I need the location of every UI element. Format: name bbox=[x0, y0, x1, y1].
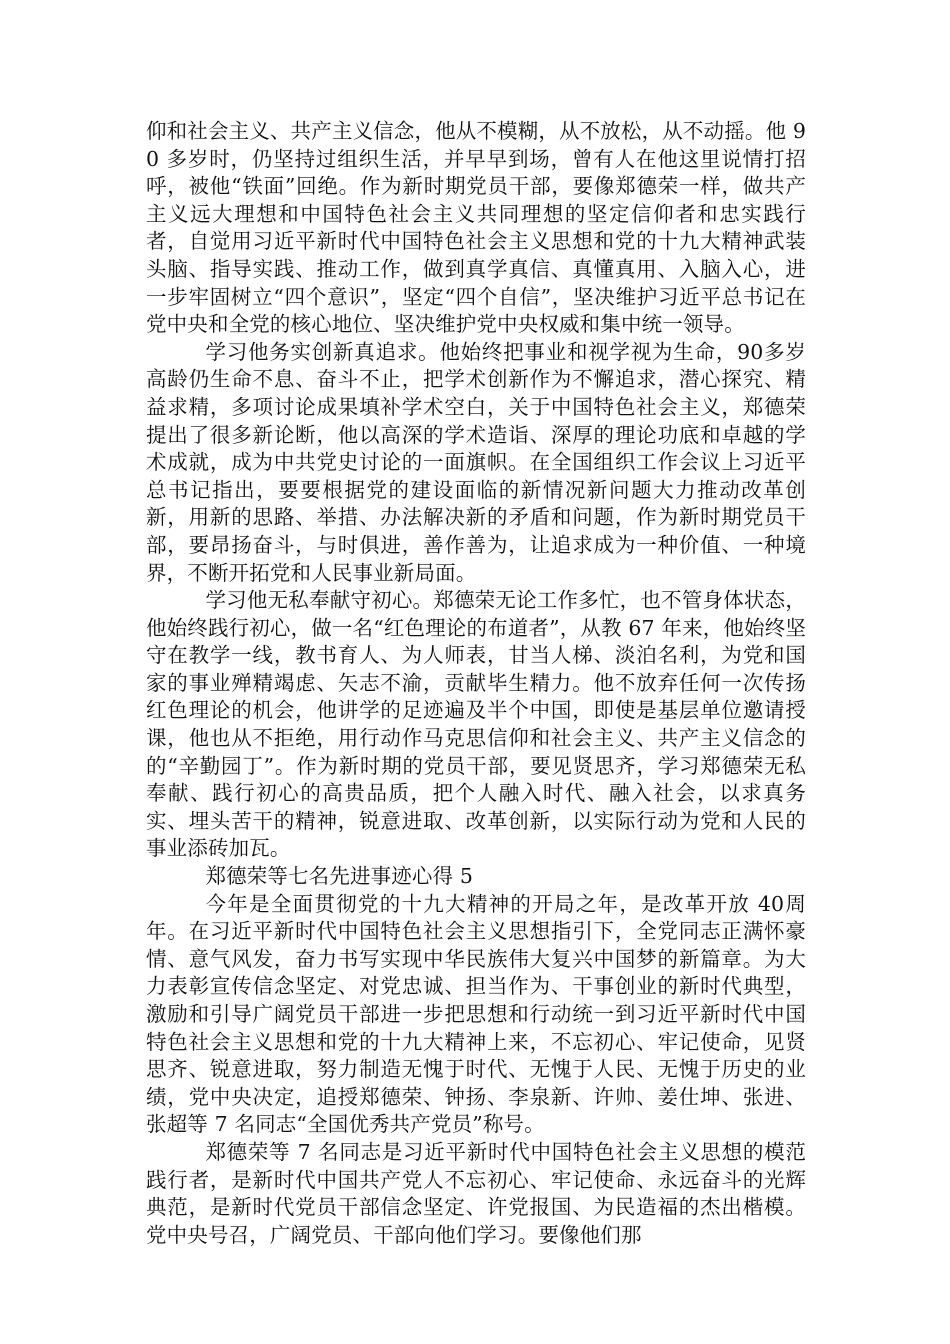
paragraph-model-practitioners: 郑德荣等 7 名同志是习近平新时代中国特色社会主义思想的模范践行者，是新时代中国共产党人不忘初心、牢记使命、永远奋斗的光辉典范，是新时代党员干部信念坚定、许党报国、为民造福的杰出楷模。党中央号召，广阔党员、干部向他们学习。要像他们那 bbox=[146, 1139, 806, 1247]
paragraph-practical-innovation: 学习他务实创新真追求。他始终把事业和视学视为生命，90多岁高龄仍生命不息、奋斗不止，把学术创新作为不懈追求，潜心探究、精益求精，多项讨论成果填补学术空白，关于中国特色社会主义，郑德荣提出了很多新论断，他以高深的学术造诣、深厚的理论功底和卓越的学术成就，成为中共党史讨论的一面旗帜。在全国组织工作会议上习近平总书记指出，要要根据党的建设面临的新情况新问题大力推动改革创新，用新的思路、举措、办法解决新的矛盾和问题，作为新时期党员干部，要昂扬奋斗，与时俱进，善作善为，让追求成为一种价值、一种境界，不断开拓党和人民事业新局面。 bbox=[146, 339, 806, 585]
paragraph-continuation: 仰和社会主义、共产主义信念，他从不模糊，从不放松，从不动摇。他 90 多岁时，仍坚持过组织生活，并早早到场，曾有人在他这里说情打招呼，被他“铁面”回绝。作为新时期党员干部，要像郑德荣一样，做共产主义远大理想和中国特色社会主义共同理想的坚定信仰者和忠实践行者，自觉用习近平新时代中国特色社会主义思想和党的十九大精神武装头脑、指导实践、推动工作，做到真学真信、真懂真用、入脑入心，进一步牢固树立“四个意识”，坚定“四个自信”，坚决维护习近平总书记在党中央和全党的核心地位、坚决维护党中央权威和集中统一领导。 bbox=[146, 119, 807, 337]
section-heading: 郑德荣等七名先进事迹心得 5 bbox=[205, 864, 474, 889]
paragraph-selfless-dedication: 学习他无私奉献守初心。郑德荣无论工作多忙，也不管身体状态，他始终践行初心，做一名“红色理论的布道者”，从教 67 年来，他始终坚守在教学一线，教书育人、为人师表，甘当人梯、淡泊名利，为党和国家的事业殚精竭虑、矢志不渝，贡献毕生精力。他不放弃任何一次传扬红色理论的机会，他讲学的足迹遍及半个中国，即使是基层单位邀请授课，他也从不拒绝，用行动作马克思信仰和社会主义、共产主义信念的的“辛勤园丁”。作为新时期的党员干部，要见贤思齐，学习郑德荣无私奉献、践行初心的高贵品质，把个人融入时代、融入社会，以求真务实、埋头苦干的精神，锐意进取、改革创新，以实际行动为党和人民的事业添砖加瓦。 bbox=[146, 588, 806, 861]
document-body bbox=[146, 118, 806, 1249]
paragraph-anniversary: 今年是全面贯彻党的十九大精神的开局之年，是改革开放 40周年。在习近平新时代中国特色社会主义思想指引下，全党同志正满怀豪情、意气风发，奋力书写实现中华民族伟大复兴中国梦的新篇章。为大力表彰宣传信念坚定、对党忠诚、担当作为、干事创业的新时代典型，激励和引导广阔党员干部进一步把思想和行动统一到习近平新时代中国特色社会主义思想和党的十九大精神上来，不忘初心、牢记使命，见贤思齐、锐意进取，努力制造无愧于时代、无愧于人民、无愧于历史的业绩，党中央决定，追授郑德荣、钟扬、李泉新、许帅、姜仕坤、张进、张超等 7 名同志“全国优秀共产党员”称号。 bbox=[146, 891, 806, 1137]
